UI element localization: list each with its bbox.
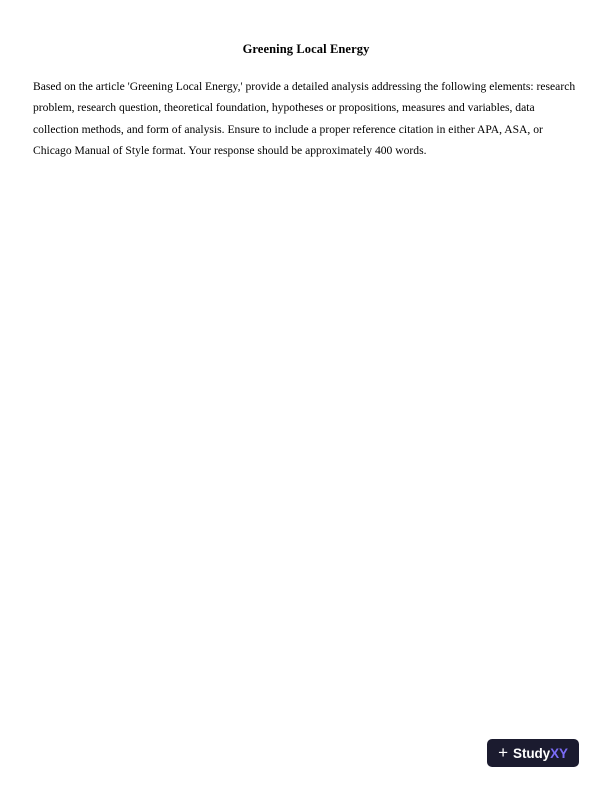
brand-name <box>513 746 568 761</box>
page-title: Greening Local Energy <box>242 42 370 57</box>
plus-icon: + <box>498 742 509 762</box>
studyxy-watermark <box>487 739 579 767</box>
brand-name-secondary: XY <box>550 745 568 761</box>
brand-name-primary: Study <box>513 745 551 761</box>
document-body-paragraph: Based on the article 'Greening Local Energy,' provide a detailed analysis addressing the following elements: research problem, research question, theoretical foundation, hypotheses or propositions, measures and variables, data collection methods, and form of analysis. Ensure to include a proper reference citation in either APA, ASA, or Chicago Manual of Style format. Your response should be approximately 400 words. <box>33 79 576 158</box>
